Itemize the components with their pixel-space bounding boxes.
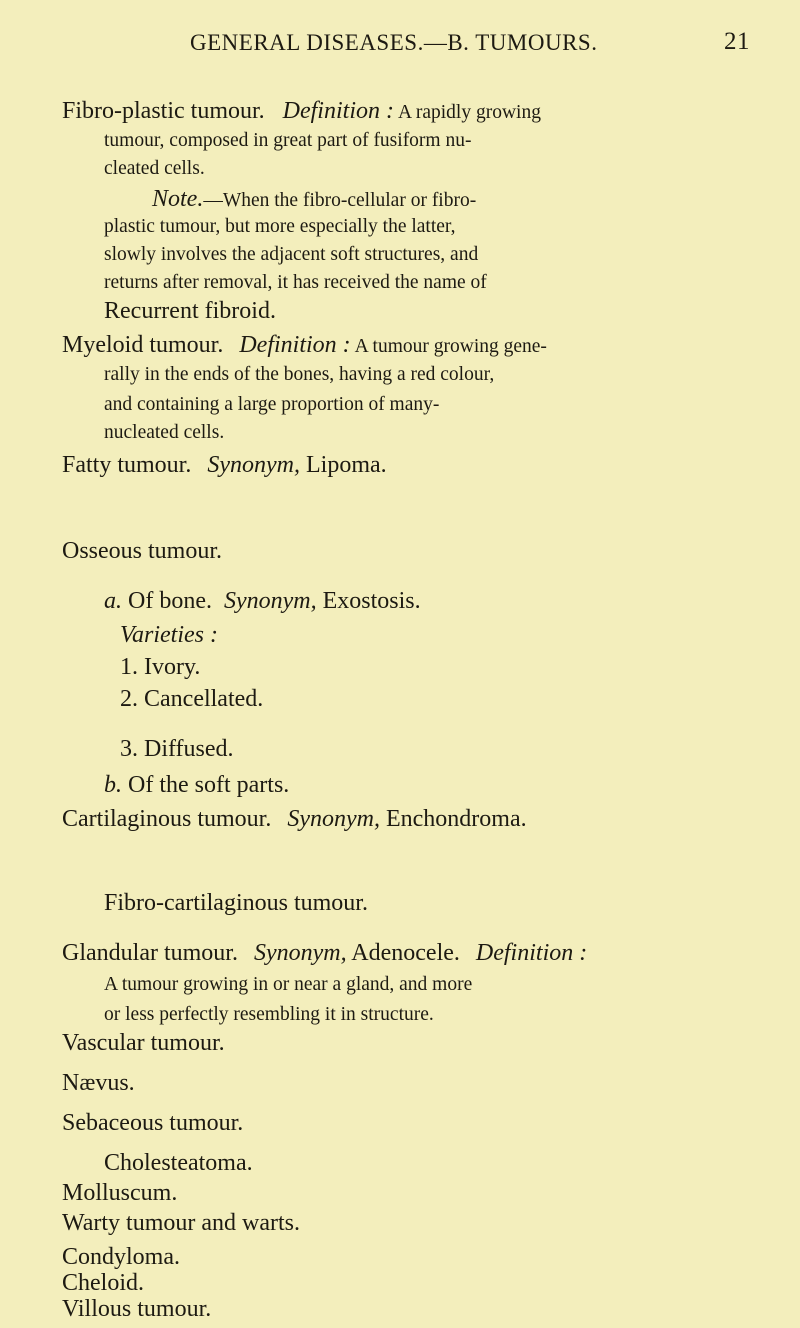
page-header	[190, 30, 750, 56]
osseous-term: Osseous tumour.	[62, 538, 223, 564]
synonym-value: Exostosis.	[322, 588, 421, 614]
definition-label: Definition :	[282, 98, 394, 124]
note-line: returns after removal, it has received the name of	[104, 272, 487, 293]
note-line	[152, 186, 476, 213]
synonym-label: Synonym,	[253, 940, 347, 966]
variety-item: 2. Cancellated.	[120, 686, 264, 712]
glandular-entry	[62, 940, 587, 967]
note-line: plastic tumour, but more especially the latter,	[104, 216, 456, 237]
definition-line: cleated cells.	[104, 158, 205, 179]
synonym-label: Synonym,	[287, 806, 380, 832]
entry-term: Fibro-plastic tumour.	[62, 98, 265, 124]
running-title: GENERAL DISEASES.—B. TUMOURS.	[190, 30, 598, 55]
variety-item: 1. Ivory.	[120, 654, 201, 680]
definition-text: A rapidly growing	[397, 102, 541, 123]
entry-term: Cartilaginous tumour.	[62, 806, 272, 832]
note-label: Note.	[152, 186, 204, 212]
fatty-entry	[62, 452, 387, 479]
list-letter: a.	[104, 588, 122, 614]
synonym-value: Lipoma.	[305, 452, 387, 478]
subtype-text: Of bone.	[128, 588, 212, 614]
cheloid-term: Cheloid.	[62, 1270, 144, 1296]
fibro-plastic-entry	[62, 98, 541, 125]
definition-line: nucleated cells.	[104, 422, 225, 443]
warty-term: Warty tumour and warts.	[62, 1210, 301, 1236]
variety-item: 3. Diffused.	[120, 736, 234, 762]
fibro-cartilaginous-term: Fibro-cartilaginous tumour.	[104, 890, 368, 916]
varieties-label: Varieties :	[120, 622, 218, 648]
myeloid-entry	[62, 332, 547, 359]
definition-label: Definition :	[475, 940, 588, 966]
sebaceous-term: Sebaceous tumour.	[62, 1110, 244, 1136]
condyloma-term: Condyloma.	[62, 1244, 180, 1270]
synonym-value: Adenocele.	[351, 940, 460, 966]
entry-term: Glandular tumour.	[62, 940, 238, 966]
definition-line: and containing a large proportion of many-	[104, 394, 440, 415]
definition-label: Definition :	[239, 332, 351, 358]
naevus-term: Nævus.	[62, 1070, 135, 1096]
recurrent-fibroid: Recurrent fibroid.	[104, 298, 276, 324]
definition-line: or less perfectly resembling it in structure.	[104, 1004, 434, 1025]
entry-term: Myeloid tumour.	[62, 332, 224, 358]
subtype-text: Of the soft parts.	[128, 772, 290, 798]
villous-term: Villous tumour.	[62, 1296, 212, 1322]
definition-line: A tumour growing in or near a gland, and more	[104, 974, 473, 995]
osseous-soft-line	[104, 772, 289, 799]
note-line: slowly involves the adjacent soft structures, and	[104, 244, 479, 265]
vascular-term: Vascular tumour.	[62, 1030, 225, 1056]
osseous-bone-line	[104, 588, 421, 615]
definition-line: rally in the ends of the bones, having a red colour,	[104, 364, 495, 385]
entry-term: Fatty tumour.	[62, 452, 192, 478]
definition-text: A tumour growing gene-	[354, 336, 547, 357]
page-number: 21	[724, 28, 750, 55]
definition-line: tumour, composed in great part of fusiform nu-	[104, 130, 472, 151]
synonym-value: Enchondroma.	[385, 806, 527, 832]
list-letter: b.	[104, 772, 122, 798]
note-text: —When the fibro-cellular or fibro-	[203, 190, 477, 211]
synonym-label: Synonym,	[207, 452, 300, 478]
synonym-label: Synonym,	[223, 588, 317, 614]
molluscum-term: Molluscum.	[62, 1180, 178, 1206]
cartilaginous-entry	[62, 806, 527, 833]
cholesteatoma-term: Cholesteatoma.	[104, 1150, 253, 1176]
